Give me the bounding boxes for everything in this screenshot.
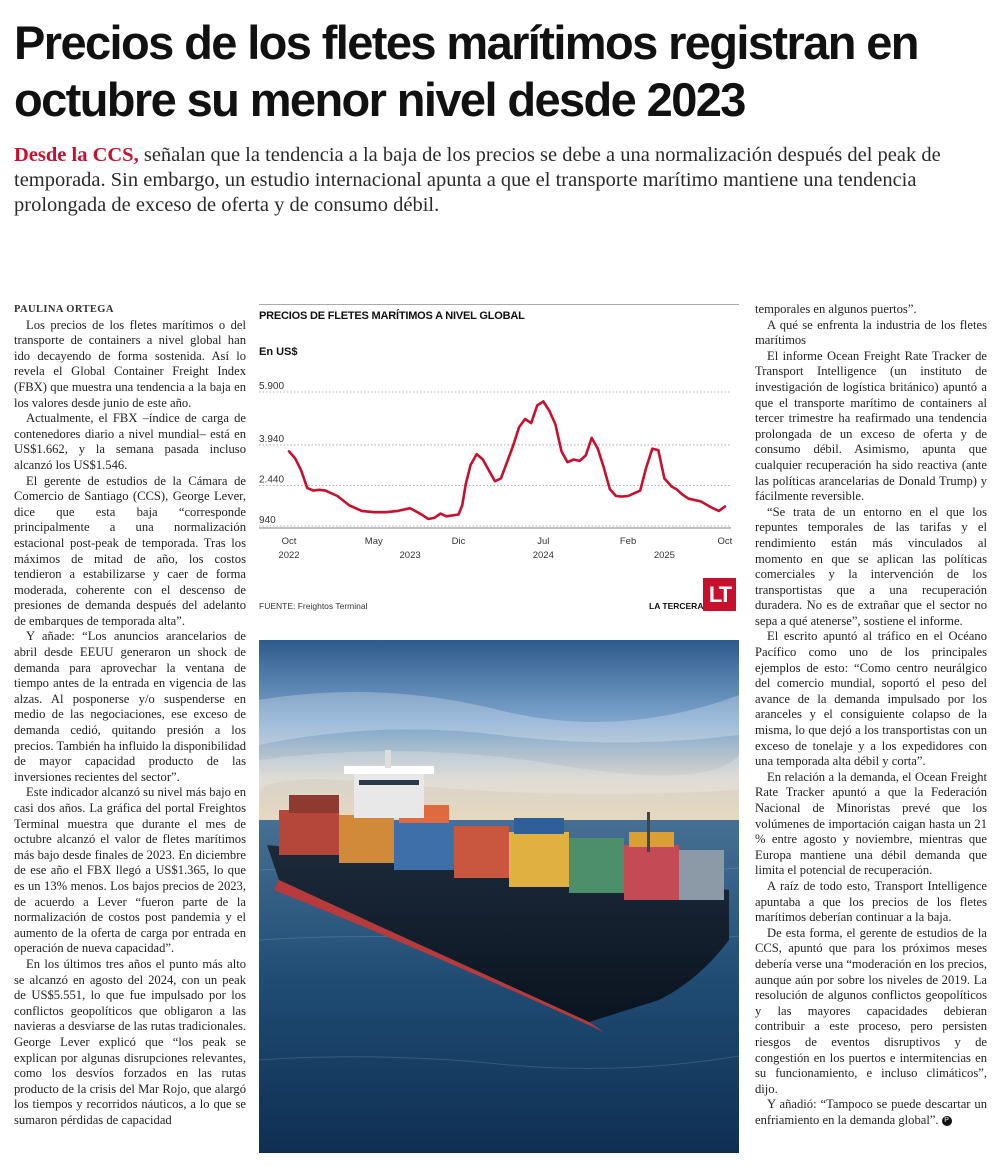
paragraph: El informe Ocean Freight Rate Tracker de Transport Intelligence (un instituto de investigación de logística británico) apuntó a que el transporte marítimo de containers al tercer trimestre ha reafirmado una tendencia prolongada de un exceso de oferta y de consumo débil. Asimismo, apunta que cualquier recuperación ha sido reactiva (ante las políticas arancelarias de Donald Trump) y fácilmente reversible. <box>755 348 987 504</box>
y-tick-label: 3.940 <box>259 433 285 445</box>
container-ship-photo <box>259 640 739 1153</box>
x-tick-month-label: Oct <box>281 536 297 547</box>
x-tick-year-label: 2025 <box>653 550 675 561</box>
paragraph: El gerente de estudios de la Cámara de Comercio de Santiago (CCS), George Lever, dice que esta baja “corresponde principalmente a una normalización estacional post-peak de temporada. Tras los máximos de mitad de año, los costos tendieron a estabilizarse y caer de forma moderada, coherente con el descenso de presiones de demanda después del adelanto de embarques de temporada alta”. <box>14 473 246 628</box>
x-tick-month-label: May <box>364 536 383 547</box>
byline: PAULINA ORTEGA <box>14 304 114 315</box>
lead-kicker: Desde la CCS, <box>14 144 139 166</box>
freight-price-chart <box>259 304 739 620</box>
x-tick-month-label: Oct <box>717 536 733 547</box>
chart-brand: LA TERCERA <box>649 601 704 611</box>
x-tick-year-label: 2024 <box>532 550 554 561</box>
headline: Precios de los fletes marítimos registran en octubre su menor nivel desde 2023 <box>14 16 918 126</box>
chart-y-label: En US$ <box>259 346 298 358</box>
paragraph: De esta forma, el gerente de estudios de la CCS, apuntó que para los próximos meses debería verse una “moderación en los precios, aunque aún por sobre los niveles de 2019. La resolución de algunos conflictos geopolíticos y las mayores capacidades debieran contribuir a este proceso, pero persisten riesgos de eventos disruptivos y de congestión en los puertos e intermitencias en su funcionamiento, e incluso climáticos”, dijo. <box>755 925 987 1096</box>
chart-source: FUENTE: Freightos Terminal <box>259 601 368 611</box>
paragraph: Los precios de los fletes marítimos o del transporte de containers a nivel global han ido decayendo de forma sostenida. Así lo revela el Global Container Freight Index (FBX) que muestra una tendencia a la baja en los valores desde junio de este año. <box>14 317 246 410</box>
container-ship-illustration <box>259 640 739 1153</box>
section-subheading: A qué se enfrenta la industria de los fletes marítimos <box>755 317 987 348</box>
article-column-left <box>14 302 246 1128</box>
x-tick-month-label: Dic <box>451 536 466 547</box>
paragraph: En relación a la demanda, el Ocean Freight Rate Tracker apuntó a que la Federación Nacional de Minoristas prevé que los volúmenes de importación caigan hasta un 21 % entre agosto y noviembre, mientras que Europa mantiene una débil demanda que limita el potencial de recuperación. <box>755 769 987 878</box>
la-tercera-logo: LT <box>703 578 736 611</box>
chart-plot <box>259 304 739 594</box>
article-column-right <box>755 302 987 1128</box>
x-tick-month-label: Feb <box>619 536 637 547</box>
x-tick-month-label: Jul <box>537 536 550 547</box>
paragraph: El escrito apuntó al tráfico en el Océano Pacífico como uno de los principales ejemplos de esto: “Como centro neurálgico del comercio mundial, soportó el peso del avance de la demanda impulsado por los aranceles y el consiguiente colapso de la misma, lo que dejó a los transportistas con un exceso de tonelaje y a los expedidores con una temporada alta débil y corta”. <box>755 629 987 769</box>
paragraph: Actualmente, el FBX –índice de carga de contenedores diario a nivel mundial– está en US$1.662, y la semana pasada incluso alcanzó los US$1.546. <box>14 411 246 472</box>
paragraph: Este indicador alcanzó su nivel más bajo en casi dos años. La gráfica del portal Freightos Terminal muestra que durante el mes de octubre alcanzó el valor de fletes marítimos más bajo desde finales de 2023. En diciembre de ese año el FBX llegó a US$1.365, lo que es un 13% menos. Los bajos precios de 2023, de acuerdo a Lever “fueron parte de la normalización de costos post pandemia y el aumento de la oferta de carga por entrada en operación de nueva capacidad”. <box>14 785 246 956</box>
lead-text: señalan que la tendencia a la baja de los precios se debe a una normalización después del peak de temporada. Sin embargo, un estudio internacional apunta a que el transporte marítimo mantiene una tendencia prolongada de exceso de oferta y de consumo débil. <box>14 144 941 216</box>
paragraph: Y añade: “Los anuncios arancelarios de abril desde EEUU generaron un shock de demanda para aprovechar la ventana de tiempo antes de la entrada en vigencia de las alzas. Al posponerse y/o suspenderse en medio de las negociaciones, ese exceso de demanda cedió, quitando presión a los precios. También ha influido la disponibilidad de mayor capacidad producto de las inversiones recientes del sector”. <box>14 629 246 784</box>
closing-quote: Y añadió: “Tampoco se puede descartar un enfriamiento en la demanda global”. <box>755 1097 987 1127</box>
paragraph: En los últimos tres años el punto más alto se alcanzó en agosto del 2024, con un peak de US$5.551, lo que fue impulsado por los conflictos geopolíticos que obligaron a las navieras a desviarse de las rutas tradicionales. George Lever explicó que “los peak se explican por algunas disrupciones relevantes, como los desvíos forzados en las rutas producto de la crisis del Mar Rojo, que alargó los tiempos y recorridos náuticos, a lo que se sumaron pérdidas de capacidad <box>14 956 246 1127</box>
x-tick-year-label: 2023 <box>399 550 421 561</box>
fbx-price-line <box>289 401 725 519</box>
y-tick-label: 5.900 <box>259 381 285 392</box>
paragraph <box>755 1097 987 1128</box>
end-mark-icon: P <box>942 1116 952 1126</box>
paragraph: temporales en algunos puertos”. <box>755 302 917 316</box>
x-tick-year-label: 2022 <box>278 550 300 561</box>
chart-title: PRECIOS DE FLETES MARÍTIMOS A NIVEL GLOBAL <box>259 304 739 322</box>
y-tick-label: 940 <box>259 515 276 526</box>
lead-paragraph <box>14 143 984 218</box>
y-tick-label: 2.440 <box>259 474 285 486</box>
paragraph: “Se trata de un entorno en el que los repuntes temporales de las tarifas y el rendimiento están más vinculados al momento en que se aplican las políticas comerciales y la intervención de los transportistas que a una recuperación duradera. No es de extrañar que el sector no sepa a qué atenerse”, sostiene el informe. <box>755 504 987 628</box>
paragraph: A raíz de todo esto, Transport Intelligence apuntaba a que los precios de los fletes marítimos deberían continuar a la baja. <box>755 878 987 925</box>
